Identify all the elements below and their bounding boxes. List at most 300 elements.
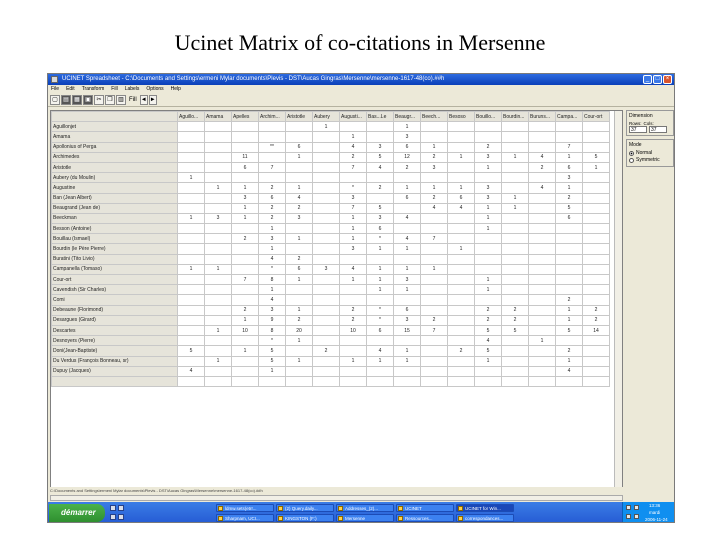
matrix-cell[interactable] — [529, 366, 556, 376]
matrix-cell[interactable]: 1 — [502, 193, 529, 203]
matrix-cell[interactable] — [394, 376, 421, 386]
matrix-cell[interactable] — [313, 213, 340, 223]
matrix-cell[interactable] — [529, 285, 556, 295]
matrix-cell[interactable] — [178, 325, 205, 335]
row-header[interactable]: Buratini (Tito Livio) — [52, 254, 178, 264]
matrix-cell[interactable] — [367, 193, 394, 203]
matrix-cell[interactable] — [232, 285, 259, 295]
row-header[interactable]: Desnoyers (Pierre) — [52, 336, 178, 346]
matrix-cell[interactable]: 6 — [286, 142, 313, 152]
matrix-cell[interactable] — [448, 315, 475, 325]
matrix-cell[interactable] — [340, 366, 367, 376]
minimize-button[interactable]: _ — [643, 75, 652, 84]
matrix-cell[interactable]: 1 — [259, 285, 286, 295]
matrix-cell[interactable] — [502, 122, 529, 132]
row-header[interactable]: Doni(Jean-Baptiste) — [52, 346, 178, 356]
matrix-cell[interactable] — [583, 234, 610, 244]
matrix-cell[interactable]: 1 — [394, 346, 421, 356]
tray-update-icon[interactable] — [634, 514, 639, 519]
matrix-cell[interactable]: 2 — [448, 346, 475, 356]
menu-fill[interactable]: Fill — [111, 86, 118, 92]
matrix-cell[interactable] — [502, 224, 529, 234]
matrix-cell[interactable]: 1 — [205, 183, 232, 193]
matrix-cell[interactable] — [529, 173, 556, 183]
matrix-cell[interactable] — [178, 122, 205, 132]
matrix-cell[interactable]: 7 — [232, 275, 259, 285]
matrix-cell[interactable]: 7 — [340, 162, 367, 172]
print-icon[interactable]: ▣ — [83, 95, 93, 105]
matrix-cell[interactable] — [421, 224, 448, 234]
matrix-cell[interactable] — [529, 264, 556, 274]
matrix-cell[interactable]: 1 — [475, 213, 502, 223]
matrix-cell[interactable] — [367, 122, 394, 132]
matrix-cell[interactable] — [475, 173, 502, 183]
matrix-cell[interactable]: 4 — [394, 213, 421, 223]
matrix-cell[interactable]: 7 — [556, 142, 583, 152]
matrix-cell[interactable] — [259, 376, 286, 386]
matrix-cell[interactable] — [421, 346, 448, 356]
matrix-cell[interactable]: 1 — [394, 183, 421, 193]
row-header[interactable]: Du Verdus (François Bonneau, sr) — [52, 356, 178, 366]
matrix-cell[interactable]: 5 — [556, 325, 583, 335]
matrix-cell[interactable] — [583, 376, 610, 386]
column-header[interactable]: Buruns... — [529, 112, 556, 122]
matrix-cell[interactable] — [313, 142, 340, 152]
matrix-cell[interactable]: 2 — [583, 305, 610, 315]
matrix-cell[interactable]: 2 — [286, 203, 313, 213]
matrix-cell[interactable] — [475, 366, 502, 376]
column-header[interactable]: Beaugr... — [394, 112, 421, 122]
matrix-cell[interactable] — [313, 356, 340, 366]
matrix-cell[interactable]: 5 — [475, 346, 502, 356]
matrix-cell[interactable] — [529, 346, 556, 356]
matrix-cell[interactable]: 4 — [421, 203, 448, 213]
matrix-cell[interactable]: 10 — [340, 325, 367, 335]
column-header[interactable]: Bouillo... — [475, 112, 502, 122]
matrix-cell[interactable]: 2 — [502, 315, 529, 325]
matrix-cell[interactable]: 1 — [448, 152, 475, 162]
column-header[interactable]: Besoso — [448, 112, 475, 122]
matrix-cell[interactable]: 1 — [232, 315, 259, 325]
matrix-cell[interactable]: 3 — [340, 244, 367, 254]
row-header[interactable]: Aguillonjet — [52, 122, 178, 132]
matrix-cell[interactable]: 5 — [259, 356, 286, 366]
menu-help[interactable]: Help — [170, 86, 181, 92]
task-button-10[interactable]: correspondances... — [456, 514, 514, 522]
matrix-cell[interactable] — [286, 285, 313, 295]
maximize-button[interactable]: □ — [653, 75, 662, 84]
matrix-cell[interactable]: 6 — [556, 213, 583, 223]
matrix-cell[interactable]: 2 — [556, 193, 583, 203]
matrix-cell[interactable] — [178, 275, 205, 285]
matrix-cell[interactable] — [205, 244, 232, 254]
arrow-right-icon[interactable]: ► — [149, 97, 156, 103]
column-header[interactable]: Cour-ort — [583, 112, 610, 122]
matrix-cell[interactable]: 1 — [367, 264, 394, 274]
matrix-cell[interactable] — [367, 366, 394, 376]
matrix-cell[interactable]: 1 — [448, 183, 475, 193]
matrix-cell[interactable]: 1 — [340, 356, 367, 366]
matrix-cell[interactable] — [529, 275, 556, 285]
matrix-cell[interactable] — [205, 366, 232, 376]
matrix-cell[interactable] — [556, 224, 583, 234]
matrix-cell[interactable] — [448, 376, 475, 386]
matrix-cell[interactable]: 3 — [232, 193, 259, 203]
matrix-cell[interactable]: 10 — [232, 325, 259, 335]
matrix-cell[interactable] — [502, 376, 529, 386]
matrix-cell[interactable] — [502, 264, 529, 274]
matrix-cell[interactable] — [232, 173, 259, 183]
matrix-cell[interactable]: 4 — [259, 295, 286, 305]
matrix-cell[interactable] — [178, 305, 205, 315]
matrix-cell[interactable]: 6 — [448, 193, 475, 203]
matrix-cell[interactable] — [502, 285, 529, 295]
matrix-cell[interactable] — [583, 122, 610, 132]
matrix-cell[interactable] — [448, 254, 475, 264]
matrix-cell[interactable] — [502, 254, 529, 264]
matrix-cell[interactable] — [448, 264, 475, 274]
matrix-cell[interactable] — [232, 356, 259, 366]
matrix-cell[interactable]: 14 — [583, 325, 610, 335]
matrix-cell[interactable] — [313, 162, 340, 172]
matrix-cell[interactable]: 1 — [259, 244, 286, 254]
matrix-cell[interactable]: 2 — [259, 213, 286, 223]
matrix-cell[interactable]: 6 — [394, 305, 421, 315]
matrix-cell[interactable]: 7 — [421, 234, 448, 244]
matrix-cell[interactable] — [394, 173, 421, 183]
matrix-cell[interactable] — [421, 244, 448, 254]
matrix-cell[interactable]: 1 — [286, 336, 313, 346]
matrix-cell[interactable]: 1 — [583, 162, 610, 172]
matrix-cell[interactable]: 2 — [421, 193, 448, 203]
matrix-cell[interactable]: 4 — [340, 142, 367, 152]
matrix-cell[interactable] — [367, 254, 394, 264]
matrix-cell[interactable] — [286, 346, 313, 356]
matrix-cell[interactable]: 6 — [286, 264, 313, 274]
matrix-cell[interactable]: 2 — [502, 305, 529, 315]
matrix-cell[interactable]: 3 — [367, 213, 394, 223]
matrix-cell[interactable]: 2 — [340, 305, 367, 315]
matrix-cell[interactable] — [205, 203, 232, 213]
matrix-cell[interactable]: 1 — [556, 152, 583, 162]
matrix-cell[interactable] — [340, 346, 367, 356]
matrix-cell[interactable]: 12 — [394, 152, 421, 162]
matrix-cell[interactable] — [313, 203, 340, 213]
matrix-cell[interactable] — [475, 376, 502, 386]
matrix-cell[interactable] — [529, 254, 556, 264]
matrix-cell[interactable]: 20 — [286, 325, 313, 335]
matrix-cell[interactable]: 8 — [259, 275, 286, 285]
row-header[interactable]: Desargues (Girard) — [52, 315, 178, 325]
matrix-cell[interactable]: 8 — [259, 325, 286, 335]
matrix-cell[interactable] — [529, 142, 556, 152]
matrix-cell[interactable] — [421, 376, 448, 386]
matrix-cell[interactable]: * — [340, 183, 367, 193]
column-header[interactable]: Bourdin... — [502, 112, 529, 122]
task-button-9[interactable]: Ressources... — [396, 514, 454, 522]
matrix-cell[interactable]: 1 — [259, 224, 286, 234]
matrix-cell[interactable] — [502, 213, 529, 223]
matrix-cell[interactable]: 4 — [556, 366, 583, 376]
matrix-cell[interactable]: 3 — [340, 193, 367, 203]
matrix-cell[interactable] — [448, 295, 475, 305]
matrix-cell[interactable]: 5 — [367, 203, 394, 213]
matrix-cell[interactable] — [313, 234, 340, 244]
matrix-cell[interactable] — [178, 336, 205, 346]
matrix-cell[interactable] — [583, 346, 610, 356]
matrix-cell[interactable]: 2 — [313, 346, 340, 356]
matrix-cell[interactable]: 1 — [232, 203, 259, 213]
matrix-cell[interactable]: 1 — [340, 224, 367, 234]
matrix-cell[interactable] — [232, 336, 259, 346]
matrix-cell[interactable]: 5 — [259, 346, 286, 356]
matrix-cell[interactable] — [556, 285, 583, 295]
matrix-cell[interactable] — [340, 254, 367, 264]
window-titlebar[interactable] — [48, 74, 674, 85]
matrix-cell[interactable] — [475, 295, 502, 305]
matrix-cell[interactable] — [313, 254, 340, 264]
matrix-cell[interactable]: 9 — [259, 315, 286, 325]
matrix-cell[interactable] — [583, 213, 610, 223]
matrix-cell[interactable] — [286, 376, 313, 386]
matrix-cell[interactable]: 1 — [340, 275, 367, 285]
column-header[interactable]: Aguillo... — [178, 112, 205, 122]
matrix-cell[interactable]: 3 — [475, 152, 502, 162]
matrix-cell[interactable] — [394, 224, 421, 234]
fill-button[interactable]: Fill — [129, 97, 137, 103]
matrix-cell[interactable]: 1 — [232, 346, 259, 356]
mode-normal-radio[interactable] — [629, 150, 671, 156]
matrix-cell[interactable] — [421, 366, 448, 376]
matrix-cell[interactable] — [475, 244, 502, 254]
row-header[interactable]: Aubery (du Moulin) — [52, 173, 178, 183]
matrix-cell[interactable]: 1 — [421, 183, 448, 193]
matrix-cell[interactable] — [421, 285, 448, 295]
matrix-cell[interactable] — [232, 264, 259, 274]
matrix-cell[interactable]: 2 — [556, 295, 583, 305]
matrix-cell[interactable]: 3 — [313, 264, 340, 274]
matrix-cell[interactable] — [232, 244, 259, 254]
matrix-cell[interactable] — [313, 183, 340, 193]
matrix-cell[interactable]: 1 — [556, 183, 583, 193]
matrix-cell[interactable]: 3 — [259, 234, 286, 244]
matrix-cell[interactable]: 7 — [340, 203, 367, 213]
matrix-cell[interactable] — [394, 254, 421, 264]
task-button-1[interactable]: ldmw.sets(etrr... — [216, 504, 274, 512]
matrix-cell[interactable] — [556, 254, 583, 264]
menu-options[interactable]: Options — [146, 86, 164, 92]
matrix-cell[interactable]: 2 — [286, 315, 313, 325]
matrix-cell[interactable] — [502, 336, 529, 346]
matrix-cell[interactable] — [313, 285, 340, 295]
matrix-cell[interactable]: 7 — [421, 325, 448, 335]
matrix-cell[interactable]: 1 — [340, 234, 367, 244]
matrix-cell[interactable] — [448, 142, 475, 152]
matrix-cell[interactable] — [205, 193, 232, 203]
matrix-cell[interactable] — [448, 162, 475, 172]
matrix-cell[interactable]: 4 — [475, 336, 502, 346]
matrix-cell[interactable]: 1 — [286, 275, 313, 285]
cut-icon[interactable]: ✂ — [94, 95, 104, 105]
matrix-cell[interactable] — [583, 183, 610, 193]
matrix-cell[interactable] — [205, 132, 232, 142]
matrix-cell[interactable] — [313, 244, 340, 254]
task-button-3[interactable]: Addresses_(2)... — [336, 504, 394, 512]
matrix-cell[interactable]: 2 — [529, 162, 556, 172]
matrix-cell[interactable] — [259, 152, 286, 162]
matrix-cell[interactable]: 3 — [259, 305, 286, 315]
matrix-cell[interactable]: 4 — [367, 346, 394, 356]
matrix-cell[interactable] — [340, 285, 367, 295]
matrix-cell[interactable]: * — [367, 315, 394, 325]
cols-input[interactable]: 37 — [649, 126, 667, 133]
matrix-cell[interactable] — [178, 254, 205, 264]
column-header[interactable]: Beech... — [421, 112, 448, 122]
quicklaunch-mail-icon[interactable] — [110, 514, 116, 520]
menu-file[interactable]: File — [51, 86, 60, 92]
row-header[interactable]: Cour-ort — [52, 275, 178, 285]
task-button-4[interactable]: UCINET — [396, 504, 454, 512]
row-header[interactable]: Archimedes — [52, 152, 178, 162]
mode-symmetric-radio[interactable] — [629, 157, 671, 163]
column-header[interactable]: Archim... — [259, 112, 286, 122]
matrix-cell[interactable]: 6 — [259, 193, 286, 203]
matrix-cell[interactable] — [448, 213, 475, 223]
matrix-cell[interactable]: 2 — [475, 305, 502, 315]
matrix-cell[interactable]: 1 — [529, 336, 556, 346]
matrix-cell[interactable] — [340, 376, 367, 386]
matrix-cell[interactable] — [340, 173, 367, 183]
matrix-cell[interactable]: 1 — [367, 275, 394, 285]
matrix-cell[interactable] — [502, 346, 529, 356]
open-folder-icon[interactable]: ▤ — [61, 95, 71, 105]
matrix-cell[interactable] — [556, 264, 583, 274]
matrix-cell[interactable] — [286, 224, 313, 234]
row-header[interactable]: Besson (Antoine) — [52, 224, 178, 234]
matrix-cell[interactable]: 1 — [475, 162, 502, 172]
matrix-cell[interactable] — [313, 132, 340, 142]
matrix-cell[interactable] — [529, 315, 556, 325]
matrix-cell[interactable] — [232, 376, 259, 386]
matrix-cell[interactable] — [556, 122, 583, 132]
matrix-cell[interactable]: 3 — [475, 193, 502, 203]
matrix-cell[interactable] — [232, 132, 259, 142]
matrix-cell[interactable]: 1 — [475, 285, 502, 295]
row-header[interactable]: Descartes — [52, 325, 178, 335]
matrix-cell[interactable]: 1 — [205, 356, 232, 366]
column-header[interactable]: Bas...Le — [367, 112, 394, 122]
matrix-cell[interactable]: 4 — [178, 366, 205, 376]
column-header[interactable]: Campa... — [556, 112, 583, 122]
matrix-cell[interactable] — [529, 244, 556, 254]
quicklaunch-ie-icon[interactable] — [110, 505, 116, 511]
matrix-cell[interactable] — [313, 325, 340, 335]
close-button[interactable]: × — [663, 75, 672, 84]
matrix-cell[interactable] — [313, 315, 340, 325]
matrix-cell[interactable] — [421, 213, 448, 223]
matrix-cell[interactable]: 1 — [475, 224, 502, 234]
matrix-cell[interactable] — [286, 366, 313, 376]
matrix-cell[interactable] — [502, 132, 529, 142]
matrix-cell[interactable]: 5 — [556, 203, 583, 213]
start-button[interactable]: démarrer — [49, 504, 105, 522]
save-icon[interactable]: ▦ — [72, 95, 82, 105]
matrix-cell[interactable] — [421, 336, 448, 346]
matrix-cell[interactable] — [205, 285, 232, 295]
matrix-cell[interactable]: 6 — [367, 325, 394, 335]
matrix-cell[interactable] — [502, 142, 529, 152]
quicklaunch-desktop-icon[interactable] — [118, 505, 124, 511]
new-file-icon[interactable]: ▢ — [50, 95, 60, 105]
matrix-cell[interactable]: 1 — [205, 325, 232, 335]
matrix-cell[interactable] — [205, 336, 232, 346]
row-header[interactable]: Debeaune (Florimond) — [52, 305, 178, 315]
matrix-cell[interactable] — [421, 275, 448, 285]
row-header[interactable]: Apollonius of Perga — [52, 142, 178, 152]
menu-edit[interactable]: Edit — [66, 86, 75, 92]
matrix-cell[interactable] — [556, 244, 583, 254]
matrix-cell[interactable] — [421, 305, 448, 315]
matrix-cell[interactable] — [529, 325, 556, 335]
matrix-cell[interactable]: 3 — [556, 173, 583, 183]
matrix-cell[interactable] — [448, 234, 475, 244]
matrix-cell[interactable] — [475, 234, 502, 244]
matrix-cell[interactable] — [205, 254, 232, 264]
row-header[interactable]: Comi — [52, 295, 178, 305]
matrix-cell[interactable] — [286, 173, 313, 183]
matrix-cell[interactable] — [313, 193, 340, 203]
matrix-cell[interactable]: 15 — [394, 325, 421, 335]
matrix-cell[interactable] — [178, 142, 205, 152]
matrix-cell[interactable] — [367, 336, 394, 346]
matrix-cell[interactable] — [313, 224, 340, 234]
matrix-cell[interactable] — [502, 244, 529, 254]
matrix-cell[interactable]: 4 — [259, 254, 286, 264]
matrix-cell[interactable]: 1 — [556, 315, 583, 325]
matrix-cell[interactable]: 5 — [583, 152, 610, 162]
matrix-cell[interactable] — [529, 122, 556, 132]
matrix-cell[interactable] — [259, 122, 286, 132]
matrix-cell[interactable]: 1 — [502, 152, 529, 162]
quicklaunch-media-icon[interactable] — [118, 514, 124, 520]
matrix-cell[interactable]: 6 — [556, 162, 583, 172]
matrix-cell[interactable]: 2 — [259, 183, 286, 193]
matrix-cell[interactable]: 2 — [583, 315, 610, 325]
matrix-cell[interactable] — [502, 173, 529, 183]
matrix-cell[interactable] — [205, 234, 232, 244]
matrix-cell[interactable]: 4 — [529, 183, 556, 193]
matrix-cell[interactable] — [205, 142, 232, 152]
matrix-cell[interactable] — [556, 336, 583, 346]
matrix-cell[interactable] — [556, 132, 583, 142]
matrix-cell[interactable] — [556, 234, 583, 244]
matrix-cell[interactable] — [583, 264, 610, 274]
matrix-cell[interactable] — [583, 254, 610, 264]
matrix-cell[interactable] — [529, 376, 556, 386]
matrix-cell[interactable] — [556, 376, 583, 386]
column-header[interactable]: Amama — [205, 112, 232, 122]
row-header[interactable]: Dupuy (Jacques) — [52, 366, 178, 376]
matrix-cell[interactable] — [313, 366, 340, 376]
matrix-cell[interactable]: 1 — [448, 244, 475, 254]
matrix-cell[interactable] — [448, 325, 475, 335]
matrix-cell[interactable]: 3 — [394, 132, 421, 142]
matrix-cell[interactable] — [232, 254, 259, 264]
matrix-cell[interactable] — [340, 122, 367, 132]
arrow-left-icon[interactable]: ◄ — [140, 97, 147, 103]
matrix-cell[interactable]: 5 — [475, 325, 502, 335]
column-header[interactable]: Apelles — [232, 112, 259, 122]
